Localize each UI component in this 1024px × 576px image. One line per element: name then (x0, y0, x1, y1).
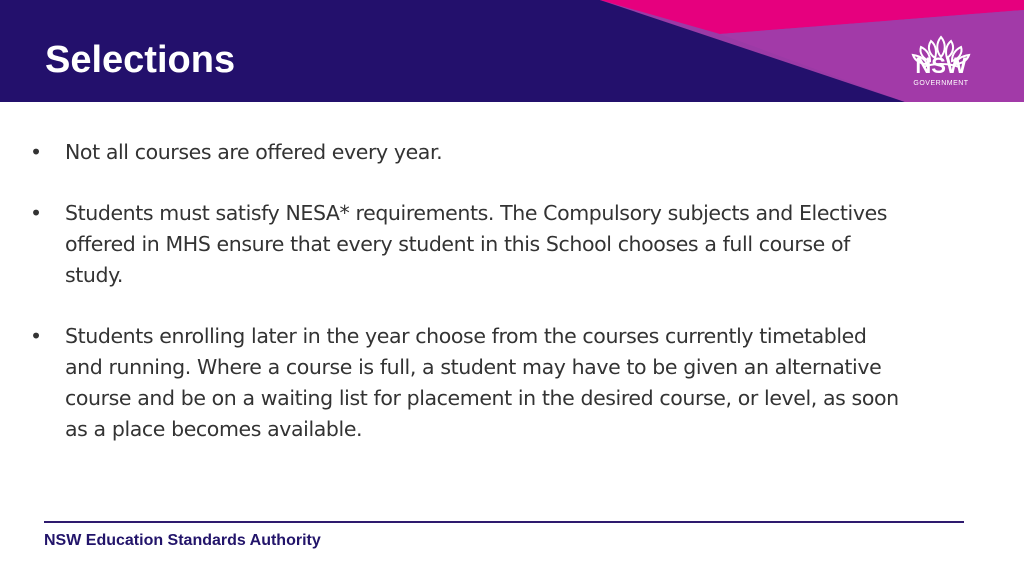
bullet-item (30, 321, 900, 445)
bullet-item (30, 137, 900, 168)
bullet-icon: • (30, 140, 42, 164)
bullet-text: Not all courses are offered every year. (65, 140, 443, 164)
bullet-list (30, 137, 900, 475)
bullet-item (30, 198, 900, 291)
bullet-text: Students enrolling later in the year choose from the courses currently timetabled and running. Where a course is full, a student may have to be given an alternative course and be on a waiting list for placement in the desired course, or level, as soon as a place becomes available. (65, 324, 899, 441)
logo-subtext: GOVERNMENT (913, 80, 969, 87)
footer-text: NSW Education Standards Authority (44, 532, 321, 549)
page-title: Selections (45, 39, 236, 81)
header-banner (0, 0, 1024, 102)
footer-divider (44, 521, 964, 523)
bullet-icon: • (30, 201, 42, 225)
bullet-icon: • (30, 324, 42, 348)
bullet-text: Students must satisfy NESA* requirements. The Compulsory subjects and Electives offered in MHS ensure that every student in this School chooses a full course of study. (65, 201, 888, 287)
logo-text: NSW (915, 53, 967, 78)
